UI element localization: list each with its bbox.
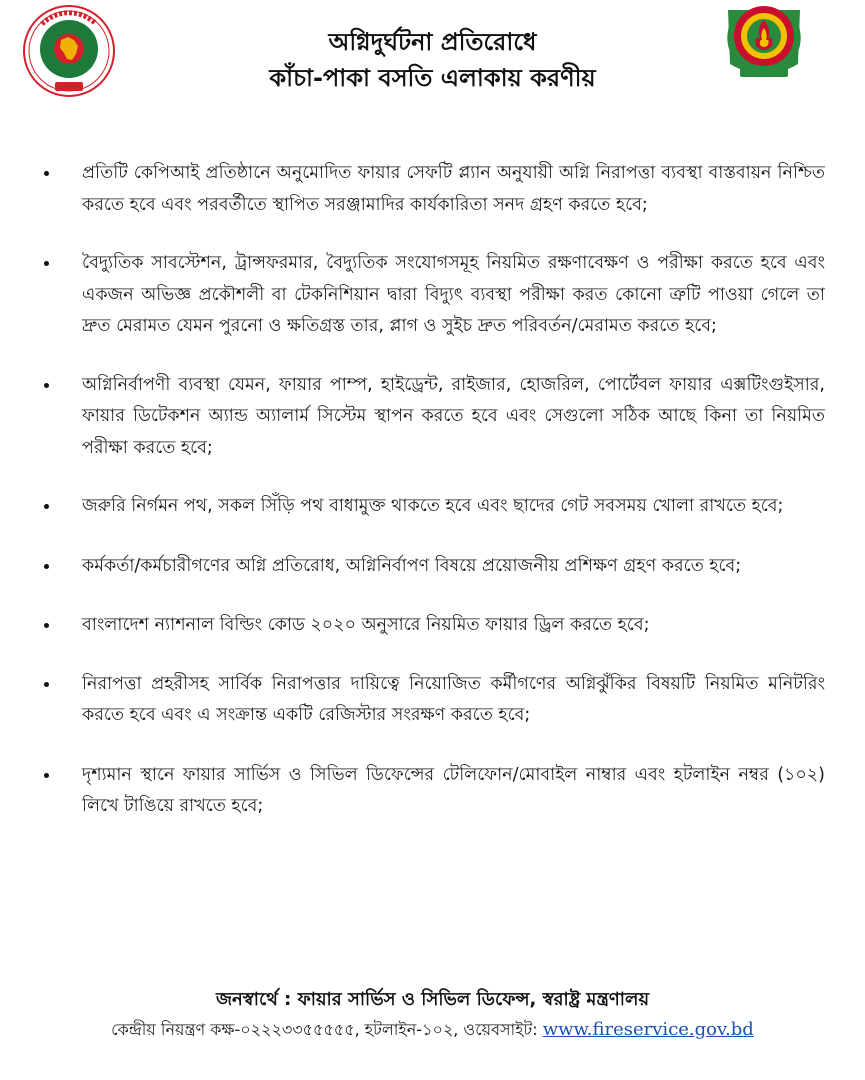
bullet-icon — [44, 773, 49, 778]
list-item — [40, 610, 825, 642]
title-line-2: কাঁচা-পাকা বসতি এলাকায় করণীয় — [269, 64, 596, 92]
bullet-icon — [44, 623, 49, 628]
page-title — [140, 24, 725, 96]
bullet-icon — [44, 171, 49, 176]
bullet-icon — [44, 564, 49, 569]
fire-service-civil-defence-emblem-icon — [718, 2, 810, 84]
bullet-icon — [44, 383, 49, 388]
bullet-icon — [44, 504, 49, 509]
list-item — [40, 158, 825, 221]
list-item-text: বাংলাদেশ ন্যাশনাল বিল্ডিং কোড ২০২০ অনুসারে নিয়মিত ফায়ার ড্রিল করতে হবে; — [82, 615, 650, 635]
list-item — [40, 760, 825, 823]
list-item-text: দৃশ্যমান স্থানে ফায়ার সার্ভিস ও সিভিল ডিফেন্সের টেলিফোন/মোবাইল নাম্বার এবং হটলাইন নম্বর (১০২) লিখে টাঙিয়ে রাখতে হবে; — [82, 764, 825, 816]
list-item-text: কর্মকর্তা/কর্মচারীগণের অগ্নি প্রতিরোধ, অগ্নিনির্বাপণ বিষয়ে প্রয়োজনীয় প্রশিক্ষণ গ্রহণ করতে হবে; — [82, 555, 742, 576]
bangladesh-government-seal-icon — [22, 4, 116, 98]
public-interest-line: জনস্বার্থে : ফায়ার সার্ভিস ও সিভিল ডিফেন্স, স্বরাষ্ট্র মন্ত্রণালয় — [215, 989, 650, 1010]
bullet-icon — [44, 682, 49, 687]
title-line-1: অগ্নিদুর্ঘটনা প্রতিরোধে — [328, 28, 537, 56]
list-item — [40, 491, 825, 523]
list-item-text: নিরাপত্তা প্রহরীসহ সার্বিক নিরাপত্তার দায়িত্বে নিয়োজিত কর্মীগণের অগ্নিঝুঁকির বিষয়টি নিয়মিত মনিটরিং করতে হবে এবং এ সংক্রান্ত একটি রেজিস্টার সংরক্ষণ করতে হবে; — [82, 673, 825, 725]
list-item-text: অগ্নিনির্বাপণী ব্যবস্থা যেমন, ফায়ার পাম্প, হাইড্রেন্ট, রাইজার, হোজরিল, পোর্টেবল ফায়ার এক্সটিংগুইসার, ফায়ার ডিটেকশন অ্যান্ড অ্যালার্ম সিস্টেম স্থাপন করতে হবে এবং সেগুলো সঠিক আছে কিনা তা নিয়মিত পরীক্ষা করতে হবে; — [82, 374, 825, 458]
precautions-list — [40, 158, 825, 823]
bullet-icon — [44, 261, 49, 266]
contact-text: কেন্দ্রীয় নিয়ন্ত্রণ কক্ষ-০২২২৩৩৫৫৫৫৫, হটলাইন-১০২, ওয়েবসাইট: — [111, 1020, 543, 1039]
list-item-text: বৈদ্যুতিক সাবস্টেশন, ট্রান্সফরমার, বৈদ্যুতিক সংযোগসমূহ নিয়মিত রক্ষণাবেক্ষণ ও পরীক্ষা করতে হবে এবং একজন অভিজ্ঞ প্রকৌশলী বা টেকনিশিয়ান দ্বারা বিদ্যুৎ ব্যবস্থা পরীক্ষা করত কোনো ত্রুটি পাওয়া গেলে তা দ্রুত মেরামত যেমন পুরনো ও ক্ষতিগ্রস্ত তার, প্লাগ ও সুইচ দ্রুত পরিবর্তন/মেরামত করতে হবে; — [82, 253, 825, 336]
contact-line — [0, 1017, 865, 1044]
list-item — [40, 551, 825, 583]
list-item — [40, 370, 825, 465]
website-link[interactable]: www.fireservice.gov.bd — [542, 1019, 754, 1040]
list-item-text: প্রতিটি কেপিআই প্রতিষ্ঠানে অনুমোদিত ফায়ার সেফটি প্ল্যান অনুযায়ী অগ্নি নিরাপত্তা ব্যবস্থা বাস্তবায়ন নিশ্চিত করতে হবে এবং পরবর্তীতে স্থাপিত সরঞ্জামাদির কার্যকারিতা সনদ গ্রহণ করতে হবে; — [82, 163, 825, 215]
list-item-text: জরুরি নির্গমন পথ, সকল সিঁড়ি পথ বাধামুক্ত থাকতে হবে এবং ছাদের গেট সবসময় খোলা রাখতে হবে; — [82, 496, 784, 516]
list-item — [40, 248, 825, 343]
list-item — [40, 669, 825, 732]
